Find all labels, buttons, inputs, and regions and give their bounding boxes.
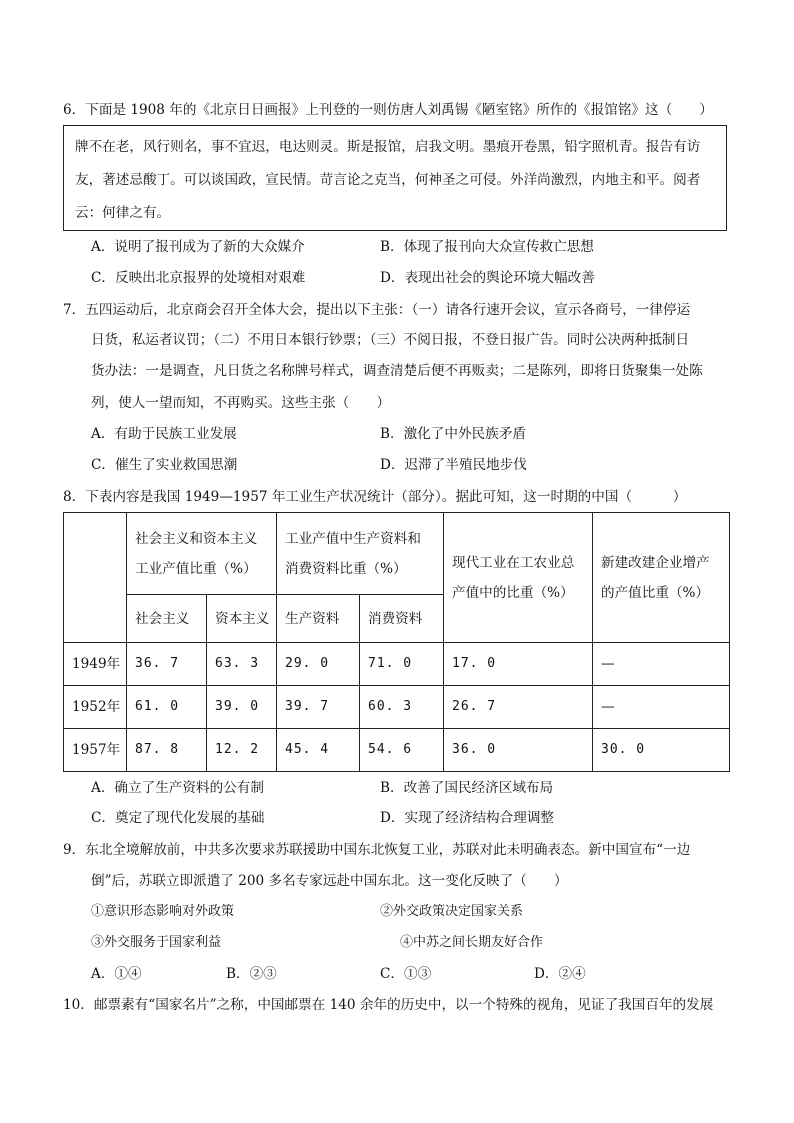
table-cell: 39. 7: [277, 686, 360, 729]
option-c: C．奠定了现代化发展的基础: [91, 810, 265, 826]
header-modern-industry-share: 现代工业在工农业总 产值中的比重（%）: [444, 513, 593, 643]
option-d: D．实现了经济结构合理调整: [380, 810, 555, 826]
table-corner-cell: [64, 513, 127, 643]
subheader-consumer-goods: 消费资料: [360, 595, 444, 643]
table-cell: —: [593, 686, 730, 729]
option-a: A．①④: [91, 966, 142, 982]
option-b: B．体现了报刊向大众宣传救亡思想: [380, 239, 594, 255]
table-cell: 26. 7: [444, 686, 593, 729]
row-year: 1952年: [64, 686, 127, 729]
table-cell: —: [593, 643, 730, 686]
subheader-capitalist: 资本主义: [207, 595, 277, 643]
question-7-stem-line-2: 日货，私运者议罚；（二）不用日本银行钞票；（三）不阅日报，不登日报广告。同时公决两种抵制日: [91, 332, 690, 348]
statement-3: ③外交服务于国家利益: [91, 935, 222, 950]
subheader-means-of-production: 生产资料: [277, 595, 360, 643]
table-cell: 63. 3: [207, 643, 277, 686]
statement-1: ①意识形态影响对外政策: [91, 904, 235, 919]
table-cell: 36. 0: [444, 729, 593, 772]
row-year: 1957年: [64, 729, 127, 772]
table-cell: 54. 6: [360, 729, 444, 772]
table-cell: 45. 4: [277, 729, 360, 772]
option-c: C．催生了实业救国思潮: [91, 457, 238, 473]
quote-line-1: 牌不在老，风行则名，事不宜迟，电达则灵。斯是报馆，启我文明。墨痕开卷黑，铅字照机青。报告有访: [75, 139, 701, 155]
table-cell: 36. 7: [127, 643, 207, 686]
header-means-consumer-share: 工业产值中生产资料和 消费资料比重（%）: [277, 513, 444, 595]
question-7-stem-line-1: 7．五四运动后，北京商会召开全体大会，提出以下主张：（一）请各行速开会议，宣示各商号，一律停运: [63, 302, 691, 318]
option-b: B．激化了中外民族矛盾: [380, 426, 526, 442]
question-9-stem-line-2: 倒”后，苏联立即派遣了 200 多名专家远赴中国东北。这一变化反映了（ ）: [91, 873, 568, 889]
option-a: A．有助于民族工业发展: [91, 426, 237, 442]
quote-line-3: 云：何律之有。: [75, 205, 171, 221]
statement-2: ②外交政策决定国家关系: [380, 904, 524, 919]
option-d: D．②④: [534, 966, 586, 982]
table-row: [64, 643, 730, 686]
option-c: C．①③: [380, 966, 432, 982]
option-a: A．确立了生产资料的公有制: [91, 780, 264, 796]
table-cell: 29. 0: [277, 643, 360, 686]
table-header-row: [64, 513, 730, 595]
statement-4: ④中苏之间长期友好合作: [400, 935, 544, 950]
table-cell: 71. 0: [360, 643, 444, 686]
question-8-stem: 8．下表内容是我国 1949—1957 年工业生产状况统计（部分）。据此可知，这一时期的中国（ ）: [63, 489, 687, 505]
question-10-stem: 10．邮票素有“国家名片”之称，中国邮票在 140 余年的历史中，以一个特殊的视角，见证了我国百年的发展: [63, 997, 714, 1013]
option-a: A．说明了报刊成为了新的大众媒介: [91, 239, 305, 255]
option-b: B．②③: [226, 966, 277, 982]
question-6-stem: 6．下面是 1908 年的《北京日日画报》上刊登的一则仿唐人刘禹锡《陋室铭》所作的《报馆铭》这（ ）: [63, 102, 714, 118]
question-7-stem-line-3: 货办法：一是调查，凡日货之名称牌号样式，调查清楚后便不再贩卖；二是陈列，即将日货聚集一处陈: [91, 363, 703, 379]
table-cell: 60. 3: [360, 686, 444, 729]
option-d: D．表现出社会的舆论环境大幅改善: [380, 270, 595, 286]
option-d: D．迟滞了半殖民地步伐: [380, 457, 527, 473]
table-row: [64, 729, 730, 772]
industry-stats-table: [63, 512, 730, 772]
table-cell: 17. 0: [444, 643, 593, 686]
option-c: C．反映出北京报界的处境相对艰难: [91, 270, 306, 286]
table-cell: 30. 0: [593, 729, 730, 772]
table-cell: 61. 0: [127, 686, 207, 729]
row-year: 1949年: [64, 643, 127, 686]
table-row: [64, 686, 730, 729]
table-cell: 12. 2: [207, 729, 277, 772]
table-cell: 87. 8: [127, 729, 207, 772]
header-ownership-share: 社会主义和资本主义 工业产值比重（%）: [127, 513, 277, 595]
table-cell: 39. 0: [207, 686, 277, 729]
option-b: B．改善了国民经济区域布局: [380, 780, 554, 796]
question-7-stem-line-4: 列，使人一望而知，不再购买。这些主张（ ）: [91, 395, 391, 411]
header-new-enterprise-share: 新建改建企业增产 的产值比重（%）: [593, 513, 730, 643]
subheader-socialist: 社会主义: [127, 595, 207, 643]
quote-line-2: 友，著述忌酸丁。可以谈国政，宣民情。苛言论之克当，何神圣之可侵。外洋尚激烈，内地主和平。阅者: [75, 172, 701, 188]
question-9-stem-line-1: 9．东北全境解放前，中共多次要求苏联援助中国东北恢复工业，苏联对此未明确表态。新中国宣布“一边: [63, 842, 691, 858]
